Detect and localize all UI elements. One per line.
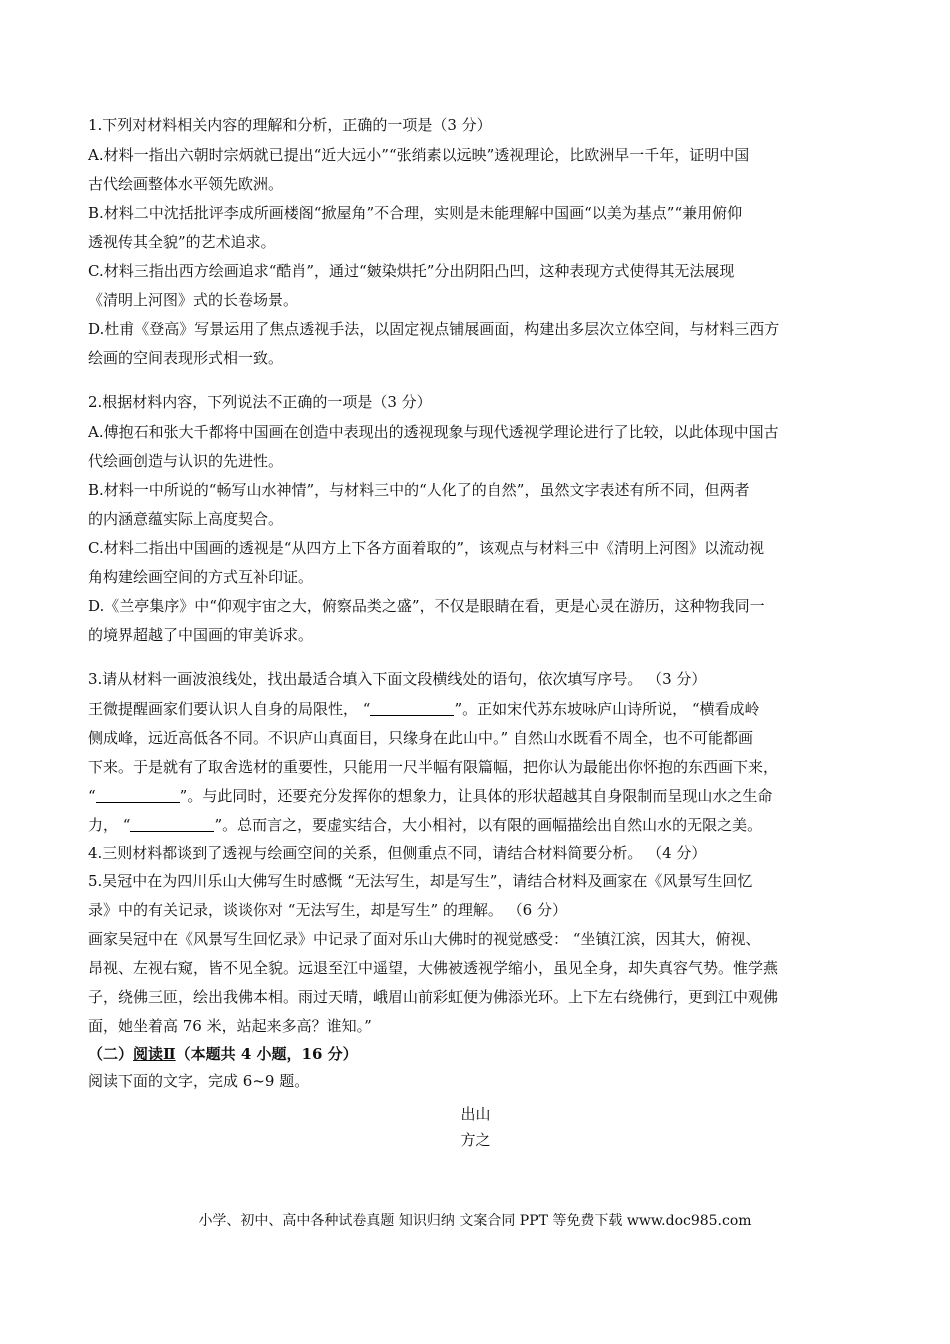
passage-text: “ xyxy=(88,787,96,805)
question-2-option-b: B.材料一中所说的“畅写山水神情”，与材料三中的“人化了的自然”，虽然文字表述有所不同，但两者 xyxy=(88,481,750,499)
question-2-option-a: A.傅抱石和张大千都将中国画在创造中表现出的透视现象与现代透视学理论进行了比较，以此体现中国古 xyxy=(88,423,779,441)
passage-text: ”。总而言之，要虚实结合，大小相衬，以有限的画幅描绘出自然山水的无限之美。 xyxy=(214,816,763,834)
question-1-option-a-cont: 古代绘画整体水平领先欧洲。 xyxy=(88,175,284,193)
question-1-option-b: B.材料二中沈括批评李成所画楼阁“掀屋角”不合理，实则是未能理解中国画“以美为基点”“兼用俯仰 xyxy=(88,204,743,222)
question-3-passage-line-3: 下来。于是就有了取舍选材的重要性，只能用一尺半幅有限篇幅，把你认为最能出你怀抱的东西画下来， xyxy=(88,758,779,776)
question-3-passage-line-4 xyxy=(88,785,863,807)
article-title: 出山 xyxy=(460,1105,491,1123)
exam-page xyxy=(88,114,863,1151)
question-1-stem: 1.下列对材料相关内容的理解和分析，正确的一项是（3 分） xyxy=(88,116,492,134)
section-title: 阅读Ⅱ xyxy=(133,1045,176,1063)
question-3-passage-line-5 xyxy=(88,814,863,836)
question-1-option-a: A.材料一指出六朝时宗炳就已提出“近大远小”“张绡素以远映”透视理论，比欧洲早一千年，证明中国 xyxy=(88,146,750,164)
question-5 xyxy=(88,870,863,1037)
passage-text: 力， “ xyxy=(88,816,131,834)
question-1-option-b-cont: 透视传其全貌”的艺术追求。 xyxy=(88,233,276,251)
question-2-option-d: D.《兰亭集序》中“仰观宇宙之大，俯察品类之盛”，不仅是眼睛在看，更是心灵在游历，这种物我同一 xyxy=(88,597,765,615)
article-author: 方之 xyxy=(460,1131,491,1149)
question-3 xyxy=(88,668,863,836)
question-5-stem: 5.吴冠中在为四川乐山大佛写生时感慨 “无法写生，却是写生”，请结合材料及画家在《风景写生回忆 xyxy=(88,872,753,890)
question-1-option-c-cont: 《清明上河图》式的长卷场景。 xyxy=(88,291,299,309)
question-5-material-1: 画家吴冠中在《风景写生回忆录》中记录了面对乐山大佛时的视觉感受： “坐镇江滨，因其大，俯视、 xyxy=(88,930,761,948)
question-2 xyxy=(88,391,863,646)
question-1 xyxy=(88,114,863,369)
question-4-stem: 4.三则材料都谈到了透视与绘画空间的关系，但侧重点不同，请结合材料简要分析。 （4 分） xyxy=(88,844,707,862)
question-2-option-a-cont: 代绘画创造与认识的先进性。 xyxy=(88,452,284,470)
passage-text: 王微提醒画家们要认识人自身的局限性， “ xyxy=(88,700,371,718)
question-5-material-3: 子，绕佛三匝，绘出我佛本相。雨过天晴，峨眉山前彩虹便为佛添光环。上下左右绕佛行，更到江中观佛 xyxy=(88,988,779,1006)
answer-blank-1[interactable] xyxy=(370,701,454,716)
section-instruction: 阅读下面的文字，完成 6~9 题。 xyxy=(88,1072,310,1090)
answer-blank-3[interactable] xyxy=(130,817,214,832)
question-5-stem-cont: 录》中的有关记录，谈谈你对 “无法写生，却是写生” 的理解。 （6 分） xyxy=(88,901,567,919)
question-2-stem: 2.根据材料内容，下列说法不正确的一项是（3 分） xyxy=(88,393,432,411)
passage-text: ”。正如宋代苏东坡咏庐山诗所说， “横看成岭 xyxy=(454,700,760,718)
question-3-passage-line-2: 侧成峰，远近高低各不同。不识庐山真面目，只缘身在此山中。” 自然山水既看不周全，也不可能都画 xyxy=(88,729,753,747)
page-footer: 小学、初中、高中各种试卷真题 知识归纳 文案合同 PPT 等免费下载 www.doc985.com xyxy=(198,1213,752,1229)
question-5-material-4: 面，她坐着高 76 米，站起来多高？谁知。” xyxy=(88,1017,372,1035)
section-suffix: （本题共 4 小题，16 分） xyxy=(175,1045,358,1063)
passage-text: ”。与此同时，还要充分发挥你的想象力，让具体的形状超越其自身限制而呈现山水之生命 xyxy=(179,787,773,805)
section-heading xyxy=(88,1043,863,1065)
section-prefix: （二） xyxy=(88,1045,134,1063)
question-2-option-d-cont: 的境界超越了中国画的审美诉求。 xyxy=(88,626,314,644)
question-1-option-c: C.材料三指出西方绘画追求“酷肖”，通过“皴染烘托”分出阴阳凸凹，这种表现方式使得其无法展现 xyxy=(88,262,735,280)
answer-blank-2[interactable] xyxy=(96,788,180,803)
question-2-option-c: C.材料二指出中国画的透视是“从四方上下各方面着取的”，该观点与材料三中《清明上河图》以流动视 xyxy=(88,539,765,557)
question-3-passage-line-1 xyxy=(88,698,863,720)
question-2-option-c-cont: 角构建绘画空间的方式互补印证。 xyxy=(88,568,314,586)
question-1-option-d-cont: 绘画的空间表现形式相一致。 xyxy=(88,349,284,367)
question-1-option-d: D.杜甫《登高》写景运用了焦点透视手法，以固定视点铺展画面，构建出多层次立体空间，与材料三西方 xyxy=(88,320,780,338)
question-2-option-b-cont: 的内涵意蕴实际上高度契合。 xyxy=(88,510,284,528)
question-3-stem: 3.请从材料一画波浪线处，找出最适合填入下面文段横线处的语句，依次填写序号。 （3 分） xyxy=(88,670,707,688)
question-5-material-2: 昂视、左视右窥，皆不见全貌。远退至江中遥望，大佛被透视学缩小，虽见全身，却失真容气势。惟学燕 xyxy=(88,959,779,977)
